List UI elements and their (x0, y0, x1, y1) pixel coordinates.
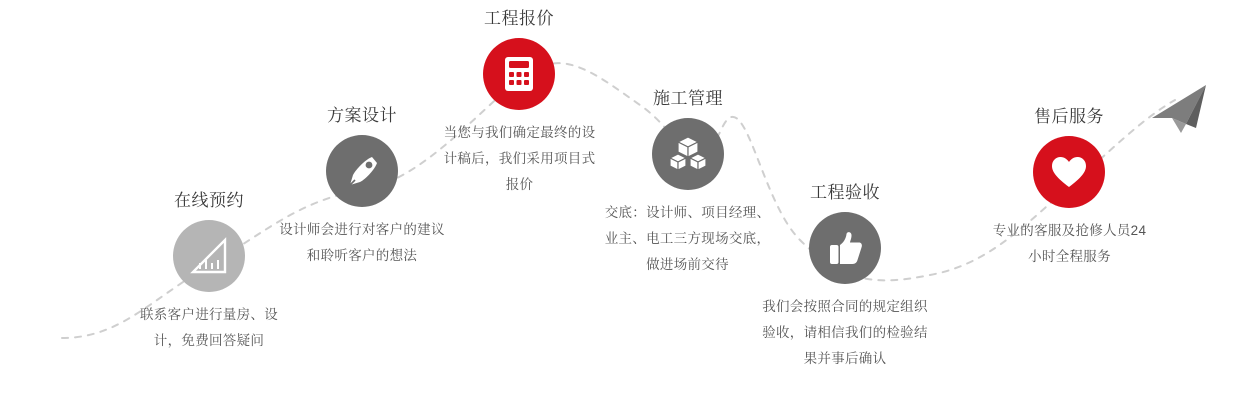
ruler-icon (173, 220, 245, 292)
flow-step-title: 工程验收 (810, 183, 880, 202)
flow-step-description: 交底：设计师、项目经理、业主、电工三方现场交底，做进场前交待 (604, 205, 771, 272)
flow-step-scheme-design[interactable] (277, 105, 447, 269)
flow-step-project-acceptance[interactable] (760, 182, 930, 372)
flow-step-title: 售后服务 (1034, 107, 1104, 126)
flow-step-title: 施工管理 (653, 89, 723, 108)
flow-step-description: 设计师会进行对客户的建议和聆听客户的想法 (279, 222, 445, 263)
calculator-icon (483, 38, 555, 110)
thumbs-up-icon (809, 212, 881, 284)
flow-step-after-sales-service[interactable] (984, 106, 1154, 270)
flow-step-title: 工程报价 (484, 9, 554, 28)
boxes-icon (652, 118, 724, 190)
flow-step-description: 当您与我们确定最终的设计稿后，我们采用项目式报价 (443, 125, 596, 192)
flow-step-construction-management[interactable] (603, 88, 773, 278)
flow-step-description: 我们会按照合同的规定组织验收，请相信我们的检验结果并事后确认 (762, 299, 928, 366)
flow-step-project-quotation[interactable] (434, 8, 604, 198)
paper-plane-arrow-icon (1152, 85, 1206, 133)
flow-step-title: 方案设计 (327, 106, 397, 125)
flow-step-title: 在线预约 (174, 191, 244, 210)
flow-step-online-booking[interactable] (124, 190, 294, 354)
flow-step-description: 联系客户进行量房、设计，免费回答疑问 (140, 307, 278, 348)
flow-step-description: 专业的客服及抢修人员24小时全程服务 (992, 223, 1147, 264)
heart-icon (1033, 136, 1105, 208)
pen-nib-icon (326, 135, 398, 207)
